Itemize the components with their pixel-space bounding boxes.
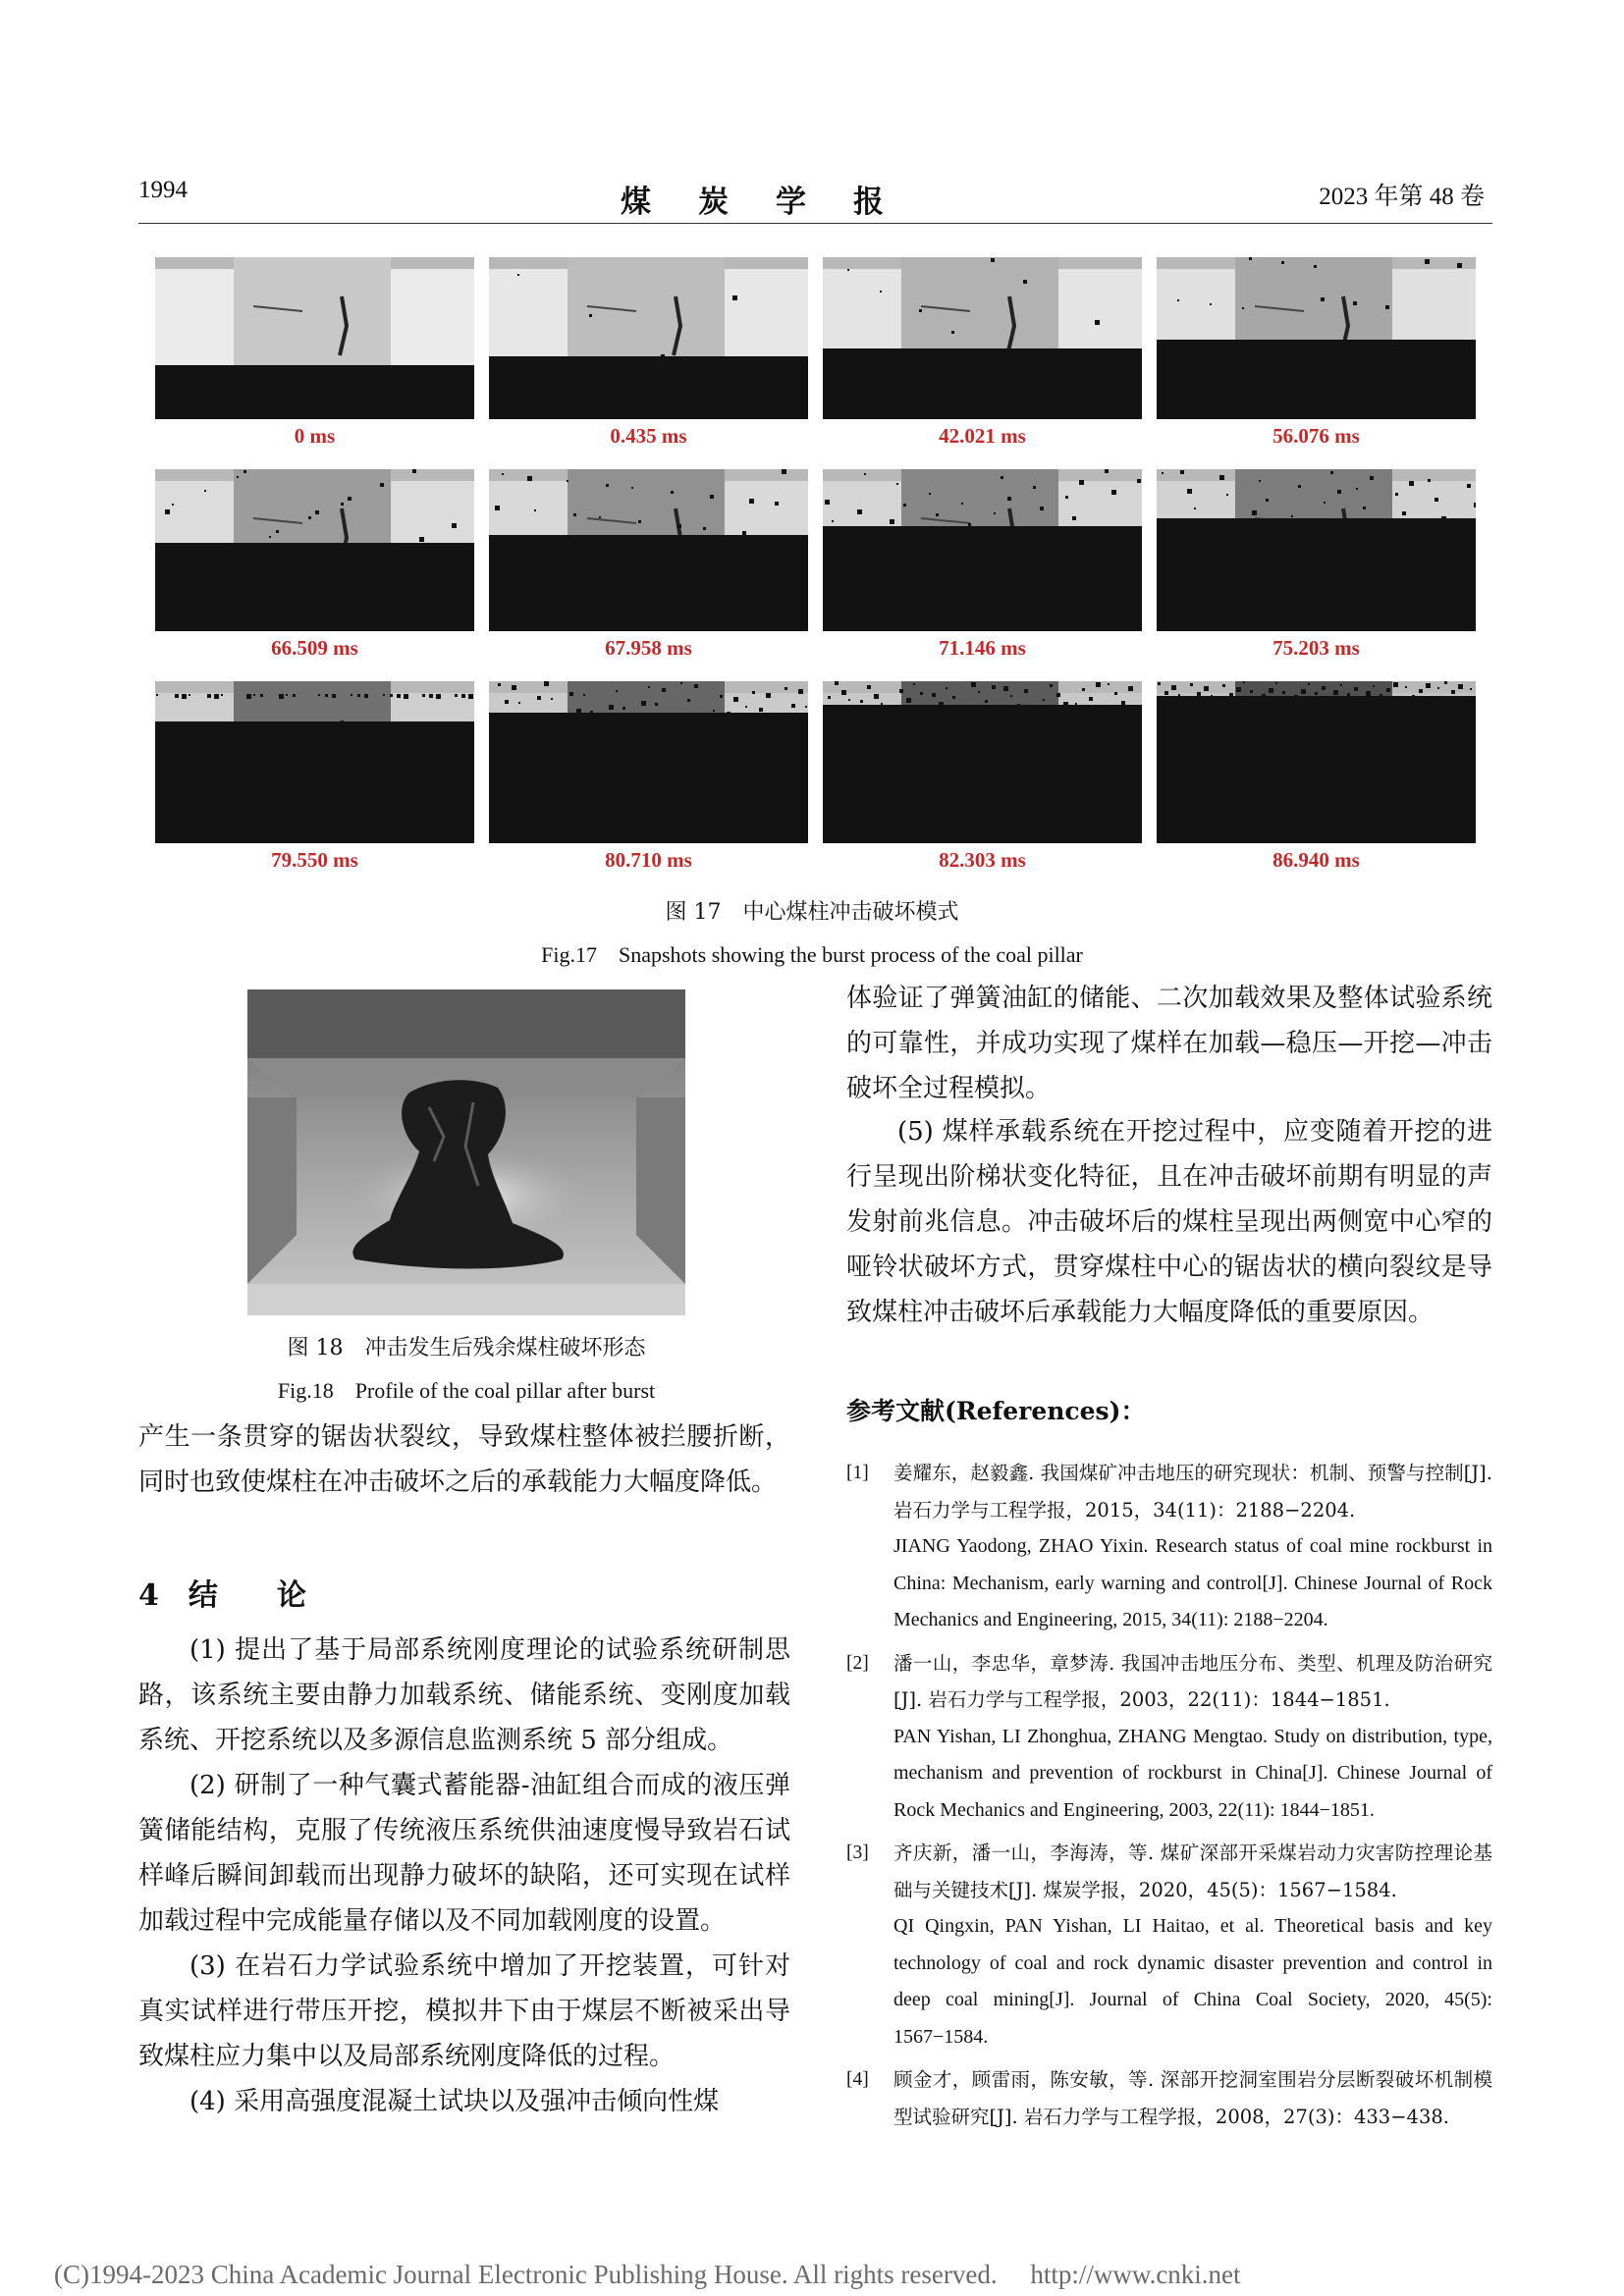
reference-cn: 姜耀东，赵毅鑫. 我国煤矿冲击地压的研究现状：机制、预警与控制[J]. 岩石力学与工程学报，2015，34(11)：2188−2204. [893, 1462, 1492, 1522]
snapshot-time-label: 42.021 ms [939, 424, 1026, 448]
reference-list [846, 1455, 1492, 2135]
reference-number: [4] [846, 2069, 869, 2090]
snapshot-time-label: 80.710 ms [605, 848, 692, 872]
conclusions-left [138, 1628, 790, 2124]
figure-18-photo [247, 989, 685, 1315]
reference-item [846, 2061, 1492, 2135]
burst-snapshot [155, 681, 474, 843]
burst-snapshot [1157, 257, 1476, 419]
header-rule [138, 223, 1492, 224]
snapshot-time-label: 66.509 ms [271, 636, 358, 660]
figure-17-caption-en: Fig.17 Snapshots showing the burst process of the coal pillar [541, 942, 1083, 967]
burst-snapshot [823, 681, 1142, 843]
section-4-title: 4 结 论 [138, 1578, 306, 1613]
conclusion-1: (1) 提出了基于局部系统刚度理论的试验系统研制思路，该系统主要由静力加载系统、储能系统、变刚度加载系统、开挖系统以及多源信息监测系统 5 部分组成。 [138, 1635, 790, 1755]
snapshot-time-label: 79.550 ms [271, 848, 358, 872]
reference-item [846, 1455, 1492, 1639]
figure-18-caption-cn: 图 18 冲击发生后残余煤柱破坏形态 [287, 1336, 646, 1361]
copyright-footer: (C)1994-2023 China Academic Journal Electronic Publishing House. All rights reserved. http://www.cnki.net [54, 2260, 1241, 2289]
snapshot-time-label: 71.146 ms [939, 636, 1026, 660]
snapshot-time-label: 0 ms [294, 424, 336, 448]
reference-number: [2] [846, 1652, 869, 1674]
burst-snapshot [1157, 469, 1476, 631]
conclusion-4-continuation: 体验证了弹簧油缸的储能、二次加载效果及整体试验系统的可靠性，并成功实现了煤样在加载—稳压—开挖—冲击破坏全过程模拟。 [846, 984, 1492, 1103]
issue-info: 2023 年第 48 卷 [1319, 184, 1485, 210]
burst-snapshot [823, 469, 1142, 631]
journal-title: 煤炭学报 [621, 185, 931, 220]
conclusion-2: (2) 研制了一种气囊式蓄能器-油缸组合而成的液压弹簧储能结构，克服了传统液压系统供油速度慢导致岩石试样峰后瞬间卸载而出现静力破坏的缺陷，还可实现在试样加载过程中完成能量存储以及不同加载刚度的设置。 [138, 1771, 790, 1936]
figure-17-caption-cn: 图 17 中心煤柱冲击破坏模式 [665, 900, 959, 925]
reference-en: PAN Yishan, LI Zhonghua, ZHANG Mengtao. Study on distribution, type, mechanism and prevention of rockburst in China[J]. Chinese Journal of Rock Mechanics and Engineering, 2003, 22(11): 1844−1851. [893, 1725, 1492, 1821]
left-intro-paragraph: 产生一条贯穿的锯齿状裂纹，导致煤柱整体被拦腰折断，同时也致使煤柱在冲击破坏之后的承载能力大幅度降低。 [138, 1422, 790, 1497]
reference-number: [3] [846, 1842, 869, 1863]
reference-en: QI Qingxin, PAN Yishan, LI Haitao, et al. Theoretical basis and key technology of coal and rock dynamic disaster prevention and control in deep coal mining[J]. Journal of China Coal Society, 2020, 45(5): 1567−1584. [893, 1915, 1492, 2048]
burst-snapshot [823, 257, 1142, 419]
references-title: 参考文献(References)： [846, 1397, 1146, 1425]
reference-item [846, 1645, 1492, 1830]
reference-cn: 潘一山，李忠华，章梦涛. 我国冲击地压分布、类型、机理及防治研究[J]. 岩石力学与工程学报，2003，22(11)：1844−1851. [893, 1651, 1492, 1711]
burst-snapshot [489, 681, 808, 843]
reference-cn: 齐庆新，潘一山，李海涛，等. 煤矿深部开采煤岩动力灾害防控理论基础与关键技术[J]. 煤炭学报，2020，45(5)：1567−1584. [893, 1842, 1492, 1901]
burst-snapshot [489, 257, 808, 419]
snapshot-time-label: 82.303 ms [939, 848, 1026, 872]
burst-snapshot [155, 469, 474, 631]
burst-snapshot [489, 469, 808, 631]
reference-cn: 顾金才，顾雷雨，陈安敏，等. 深部开挖洞室围岩分层断裂破坏机制模型试验研究[J]. 岩石力学与工程学报，2008，27(3)：433−438. [893, 2068, 1492, 2128]
conclusion-3: (3) 在岩石力学试验系统中增加了开挖装置，可针对真实试样进行带压开挖，模拟井下由于煤层不断被采出导致煤柱应力集中以及局部系统刚度降低的过程。 [138, 1951, 790, 2071]
snapshot-time-label: 0.435 ms [610, 424, 687, 448]
reference-item [846, 1835, 1492, 2056]
page-number: 1994 [138, 177, 188, 203]
figure-18-caption-en: Fig.18 Profile of the coal pillar after burst [277, 1378, 656, 1403]
snapshot-time-label: 56.076 ms [1272, 424, 1360, 448]
burst-snapshot [1157, 681, 1476, 843]
reference-en: JIANG Yaodong, ZHAO Yixin. Research status of coal mine rockburst in China: Mechanism, early warning and control[J]. Chinese Journal of Rock Mechanics and Engineering, 2015, 34(11): 2188−2204. [893, 1535, 1492, 1630]
reference-number: [1] [846, 1463, 869, 1483]
conclusion-4-start: (4) 采用高强度混凝土试块以及强冲击倾向性煤 [189, 2087, 720, 2116]
snapshot-time-label: 75.203 ms [1272, 636, 1360, 660]
snapshot-time-label: 67.958 ms [605, 636, 692, 660]
burst-snapshot [155, 257, 474, 419]
conclusion-5: (5) 煤样承载系统在开挖过程中，应变随着开挖的进行呈现出阶梯状变化特征，且在冲击破坏前期有明显的声发射前兆信息。冲击破坏后的煤柱呈现出两侧宽中心窄的哑铃状破坏方式，贯穿煤柱中心的锯齿状的横向裂纹是导致煤柱冲击破坏后承载能力大幅度降低的重要原因。 [846, 1117, 1492, 1327]
snapshot-time-label: 86.940 ms [1272, 848, 1360, 872]
